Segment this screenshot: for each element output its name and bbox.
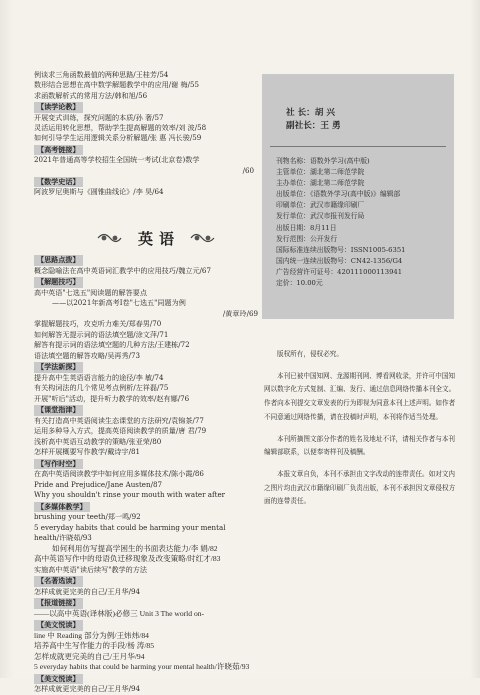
info-line: 发行范围：公开发行 (276, 234, 338, 243)
toc-section-head: 【美文悦读】 (34, 674, 83, 685)
ornament-left-icon (96, 231, 122, 245)
toc-entry: 解答有提示词的语法填空题的几种方法/王建栋/72 (34, 340, 190, 349)
toc-entry: brushing your teeth/郑一鸣/92 (34, 512, 141, 521)
toc-entry: 开展"听后"活动，提升听力教学的效率/赵有娜/76 (34, 393, 190, 403)
toc-entry: 怎样成就更完美的自己/王月华/94 (34, 684, 141, 693)
toc-entry: 灵活运用转化思想，帮助学生提高解题的效率/刘 波/58 (34, 123, 207, 133)
toc-entry: health/许晓茹/93 (34, 533, 92, 542)
copyright-notes (264, 348, 456, 517)
publication-info-panel (262, 74, 454, 319)
toc-section-head: 【读学论教】 (34, 102, 83, 112)
toc-entry: ——以2021年新高考Ⅰ卷"七选五"同题为例 (52, 298, 186, 307)
toc-entry: 概念隐喻法在高中英语词汇教学中的应用技巧/魏立元/67 (34, 265, 211, 275)
info-line: 定价：10.00元 (276, 279, 323, 288)
toc-section-head: 【美文悦读】 (34, 620, 83, 631)
toc-entry: 有关构词法的几个常见考点例析/左祥磊/75 (34, 383, 169, 392)
toc-section-head: 【多媒体教学】 (34, 502, 90, 513)
toc-entry: 开展变式训练，探究问题的本质/孙 奢/57 (34, 112, 164, 122)
toc-entry: 提升高中生英语语言能力的途径/李 敏/74 (34, 372, 164, 382)
info-line: 主管单位：湖北第二师范学院 (276, 168, 365, 177)
toc-entry: 运用多种导入方式，提高英语阅读教学的质量/唐 君/79 (34, 426, 207, 435)
toc-entry: 有关打造高中英语阅读生态课堂的方法研究/袁锦茶/77 (34, 415, 204, 425)
info-line: 出版单位：《语数外学习(高中版)》编辑部 (276, 190, 401, 199)
toc-section-head: 【写作时空】 (34, 459, 83, 470)
divider (270, 146, 446, 147)
toc-entry: 求函数解析式的常用方法/韩和旭/56 (34, 90, 148, 100)
toc-entry: 怎样成就更完美的自己/王月华/94 (34, 651, 145, 661)
toc-entry: Pride and Prejudice/Jane Austen/87 (34, 479, 162, 489)
toc-entry: 高中英语写作中的母语负迁移现象及改变策略/时红才/83 (34, 554, 221, 563)
toc-entry: 怎样成就更完美的自己/王月华/94 (34, 586, 141, 596)
info-line: 广告经营许可证号：420111000113941 (276, 267, 403, 276)
toc-entry: 5 everyday habits that could be harming your mental health/许晓茹/93 (34, 662, 250, 671)
toc-entry: ——以高中英语(译林版)必修三 Unit 3 The world on- (34, 608, 205, 618)
toc-entry: 怎样开展概要写作教学/戴诗宇/81 (34, 447, 141, 456)
toc-entry-page: /60 (242, 165, 254, 175)
toc-section-head: 【学法新探】 (34, 362, 83, 373)
note-paragraph: 本刊所摘图文部分作者的姓名及地址不详，请相关作者与本刊编辑部联系，以便奉寄样刊及稿酬。 (264, 434, 456, 457)
vice-president-line: 副社长：王 勇 (286, 121, 341, 131)
note-paragraph: 本刊已被中国知网、龙源期刊网、博看网收录，并许可中国知网以数字化方式复制、汇编、发行、通过信息网络传播本刊全文。作者向本刊提交文章发表的行为即视为同意本刊上述声明。如作者不同意通过网络传播，请在投稿时声明，本刊将作适当处理。 (264, 371, 456, 421)
note-paragraph: 本报文章自负，本刊不承担由文字改动的连带责任。如对文内之图片均由武汉市籍缘印刷厂负责出版，本刊不承担因文章侵权方面的连带责任。 (264, 469, 456, 506)
toc-section-head: 【解题技巧】 (34, 277, 83, 288)
toc-entry: 阿波罗尼奥斯与《圆锥曲线论》/李 昊/64 (34, 187, 164, 197)
info-line: 刊物名称：语数外学习(高中版) (276, 157, 370, 165)
english-section-title: 英语 (138, 230, 181, 248)
english-section-banner (96, 226, 216, 250)
info-line: 发行单位：武汉市报刊发行局 (276, 212, 365, 221)
toc-entry: 语法填空题的解答攻略/吴再秀/73 (34, 350, 141, 360)
toc-entry: 如何引导学生运用逻辑关系分析解题/张 惠 冯长骏/59 (34, 133, 202, 143)
president-line: 社 长：胡 兴 (286, 108, 335, 118)
toc-entry: 高中英语"七选五"阅读题的解答要点 (34, 287, 147, 297)
info-line: 主办单位：湖北第二师范学院 (276, 179, 365, 188)
toc-entry: 掌握解题技巧，攻克听力难关/郑春男/70 (34, 319, 162, 328)
toc-entry: 在高中英语阅读教学中如何应用多媒体技术/陈小霞/86 (34, 469, 204, 478)
toc-english-section (34, 254, 266, 695)
note-paragraph: 版权所有，侵权必究。 (277, 350, 343, 358)
toc-entry: 浅析高中英语互动教学的策略/张亚荣/80 (34, 436, 162, 446)
toc-section-head: 【报道链接】 (34, 598, 83, 609)
info-line: 国际标准连续出版物号：ISSN1005-6351 (276, 245, 406, 254)
ornament-right-icon (190, 231, 216, 245)
toc-entry: 如何解答无提示词的语法填空题/涂文萍/71 (34, 329, 169, 339)
toc-entry: line 中 Reading 部分为例/王炜炜/84 (34, 630, 149, 640)
toc-entry: 实施高中英语"读后续写"教学的方法 (34, 564, 147, 574)
toc-entry: Why you shouldn't rinse your mouth with water after (34, 490, 226, 499)
toc-math-section (34, 70, 260, 198)
toc-entry: 5 everyday habits that could be harming your mental (34, 522, 226, 532)
toc-section-head: 【课堂指津】 (34, 405, 83, 416)
info-line: 出版日期：8月11日 (276, 223, 337, 232)
info-line: 印刷单位：武汉市籍缘印刷厂 (276, 201, 365, 210)
toc-section-head: 【高考链接】 (34, 145, 83, 155)
toc-entry: 培养高中生写作能力的手段/杨 涛/85 (34, 641, 155, 650)
toc-section-head: 【名著选读】 (34, 576, 83, 587)
toc-entry: 数形结合思想在高中数学解题教学中的应用/谢 梅/55 (34, 80, 200, 90)
toc-entry: 2021年普通高等学校招生全国统一考试(北京卷)数学 (34, 155, 200, 165)
toc-section-head: 【思路点拨】 (34, 255, 83, 266)
toc-section-head: 【数学史话】 (34, 177, 83, 187)
toc-entry: 如何利用仿写提高学困生的书面表达能力/李 娟/82 (52, 543, 218, 553)
toc-entry: 例谈求三角函数最值的两种思路/王桂芳/54 (34, 70, 169, 79)
toc-entry-page: /黄章玲/69 (222, 308, 258, 318)
info-line: 国内统一连续出版物号：CN42-1356/G4 (276, 256, 403, 265)
